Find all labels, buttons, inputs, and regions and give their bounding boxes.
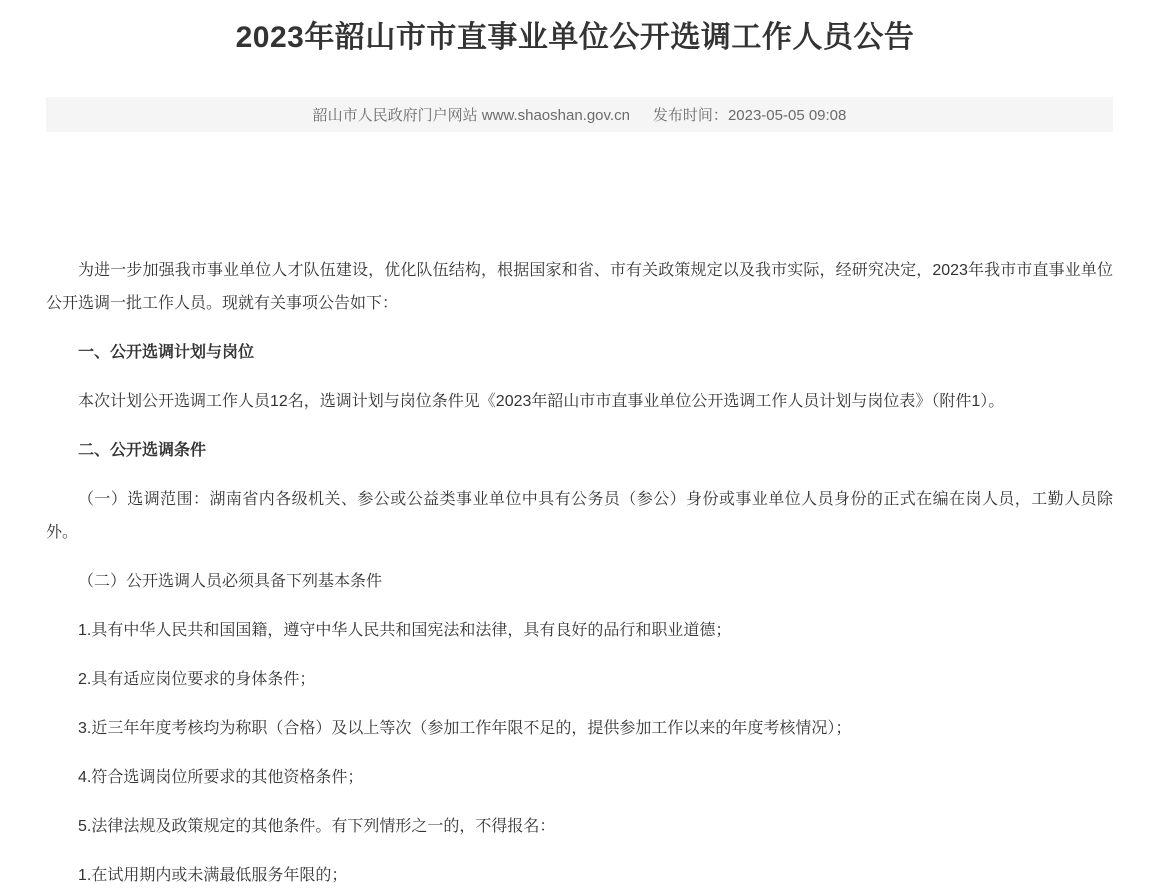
article-paragraph: 本次计划公开选调工作人员12名，选调计划与岗位条件见《2023年韶山市市直事业单位公开选调工作人员计划与岗位表》（附件1）。 bbox=[78, 393, 1005, 410]
publish-time-label: 发布时间： bbox=[652, 107, 728, 124]
article-paragraph: （一）选调范围：湖南省内各级机关、参公或公益类事业单位中具有公务员（参公）身份或事业单位人员身份的正式在编在岗人员，工勤人员除外。 bbox=[46, 491, 1113, 541]
article-paragraph: 5.法律法规及政策规定的其他条件。有下列情形之一的，不得报名： bbox=[78, 818, 556, 835]
article-body bbox=[46, 132, 1113, 892]
article-paragraph: 4.符合选调岗位所要求的其他资格条件； bbox=[78, 769, 364, 786]
article-paragraph: 2.具有适应岗位要求的身体条件； bbox=[78, 671, 316, 688]
source-site-label: 韶山市人民政府门户网站 www.shaoshan.gov.cn bbox=[312, 107, 630, 124]
publish-time bbox=[653, 104, 846, 125]
article-paragraph: （二）公开选调人员必须具备下列基本条件 bbox=[78, 573, 383, 590]
article-paragraph: 1.在试用期内或未满最低服务年限的； bbox=[78, 867, 348, 884]
article-paragraph: 3.近三年年度考核均为称职（合格）及以上等次（参加工作年限不足的，提供参加工作以来的年度考核情况）； bbox=[78, 720, 852, 737]
article-paragraph: 1.具有中华人民共和国国籍，遵守中华人民共和国宪法和法律，具有良好的品行和职业道德； bbox=[78, 622, 732, 639]
page-title: 2023年韶山市市直事业单位公开选调工作人员公告 bbox=[235, 21, 915, 54]
section-heading: 一、公开选调计划与岗位 bbox=[78, 344, 255, 361]
publish-time-value: 2023-05-05 09:08 bbox=[727, 107, 847, 124]
article-paragraph: 为进一步加强我市事业单位人才队伍建设，优化队伍结构，根据国家和省、市有关政策规定以及我市实际，经研究决定，2023年我市市直事业单位公开选调一批工作人员。现就有关事项公告如下： bbox=[46, 262, 1113, 312]
meta-bar bbox=[46, 97, 1113, 132]
section-heading: 二、公开选调条件 bbox=[78, 442, 207, 459]
